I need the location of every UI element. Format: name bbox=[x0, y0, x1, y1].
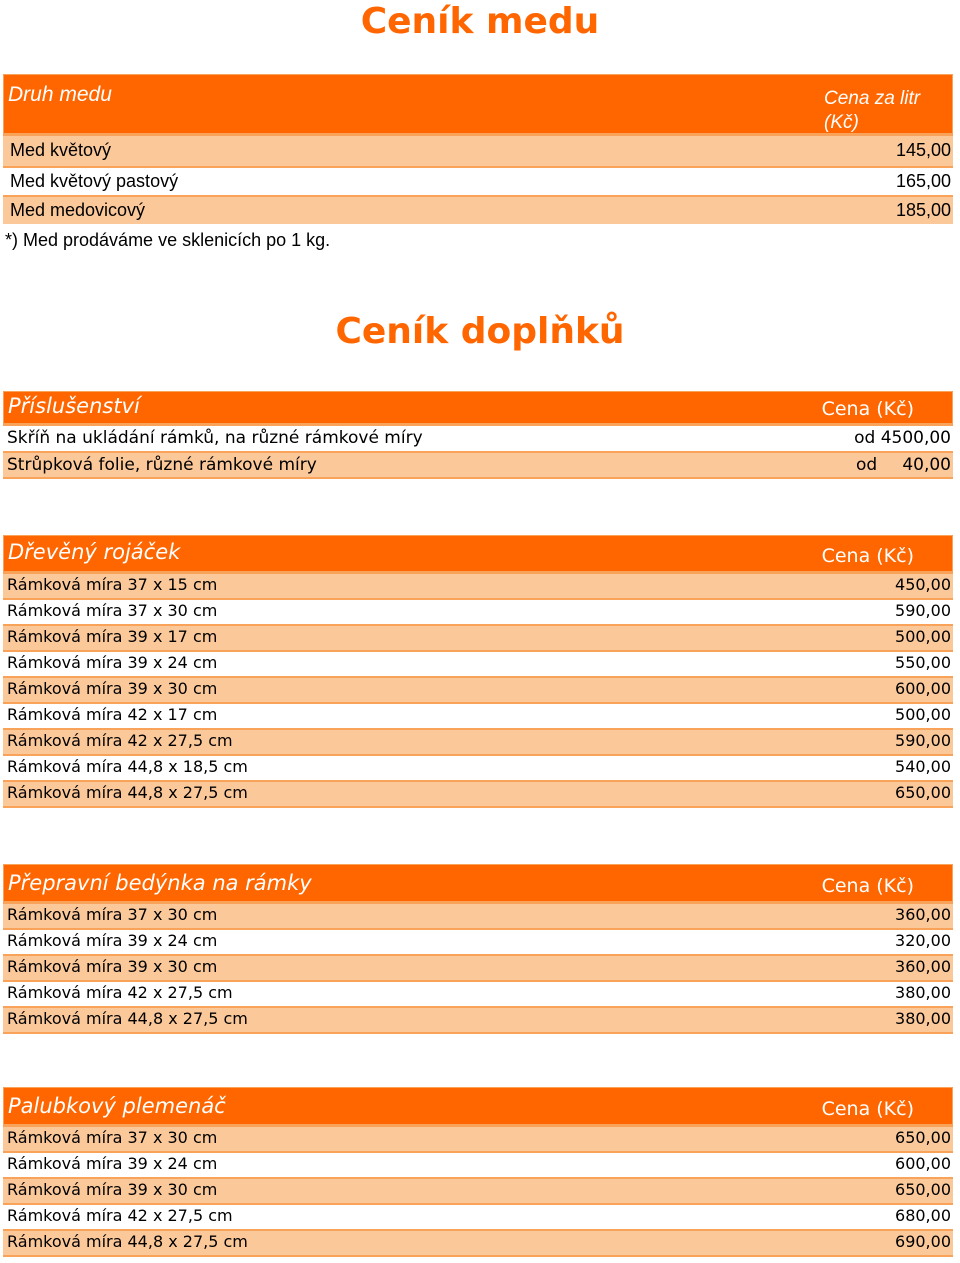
rojacek-header: Dřevěný rojáček Cena (Kč) bbox=[3, 535, 953, 572]
rojacek-row: Rámková míra 42 x 27,5 cm 590,00 bbox=[3, 728, 953, 754]
rojacek-row: Rámková míra 37 x 15 cm 450,00 bbox=[3, 572, 953, 598]
plemenac-row: Rámková míra 39 x 30 cm 650,00 bbox=[3, 1177, 953, 1203]
bedynka-row: Rámková míra 44,8 x 27,5 cm 380,00 bbox=[3, 1006, 953, 1034]
plemenac-table bbox=[3, 1087, 953, 1257]
rojacek-row: Rámková míra 37 x 30 cm 590,00 bbox=[3, 598, 953, 624]
rojacek-table bbox=[3, 535, 953, 808]
rojacek-row: Rámková míra 39 x 30 cm 600,00 bbox=[3, 676, 953, 702]
rojacek-row: Rámková míra 44,8 x 18,5 cm 540,00 bbox=[3, 754, 953, 780]
accessories-header: Příslušenství Cena (Kč) bbox=[3, 391, 953, 424]
honey-row: Med květový pastový 165,00 bbox=[3, 166, 953, 195]
bedynka-row: Rámková míra 42 x 27,5 cm 380,00 bbox=[3, 980, 953, 1006]
plemenac-header: Palubkový plemenáč Cena (Kč) bbox=[3, 1087, 953, 1125]
rojacek-row: Rámková míra 39 x 24 cm 550,00 bbox=[3, 650, 953, 676]
bedynka-header: Přepravní bedýnka na rámky Cena (Kč) bbox=[3, 864, 953, 902]
plemenac-row: Rámková míra 39 x 24 cm 600,00 bbox=[3, 1151, 953, 1177]
plemenac-row: Rámková míra 42 x 27,5 cm 680,00 bbox=[3, 1203, 953, 1229]
accessories-row: Strůpková folie, různé rámkové míry od 40,00 bbox=[3, 451, 953, 479]
addons-title: Ceník doplňků bbox=[335, 311, 625, 352]
honey-row: Med květový 145,00 bbox=[3, 134, 953, 166]
plemenac-row: Rámková míra 37 x 30 cm 650,00 bbox=[3, 1125, 953, 1151]
bedynka-row: Rámková míra 39 x 24 cm 320,00 bbox=[3, 928, 953, 954]
honey-header bbox=[3, 74, 953, 134]
rojacek-row: Rámková míra 44,8 x 27,5 cm 650,00 bbox=[3, 780, 953, 808]
rojacek-row: Rámková míra 42 x 17 cm 500,00 bbox=[3, 702, 953, 728]
honey-row: Med medovicový 185,00 bbox=[3, 195, 953, 224]
accessories-row: Skříň na ukládání rámků, na různé rámkové míry od 4500,00 bbox=[3, 424, 953, 451]
honey-table bbox=[3, 74, 953, 224]
honey-note: *) Med prodáváme ve sklenicích po 1 kg. bbox=[5, 230, 331, 250]
accessories-table bbox=[3, 391, 953, 479]
rojacek-row: Rámková míra 39 x 17 cm 500,00 bbox=[3, 624, 953, 650]
bedynka-row: Rámková míra 39 x 30 cm 360,00 bbox=[3, 954, 953, 980]
bedynka-row: Rámková míra 37 x 30 cm 360,00 bbox=[3, 902, 953, 928]
honey-header-type: Druh medu bbox=[8, 83, 112, 106]
plemenac-row: Rámková míra 44,8 x 27,5 cm 690,00 bbox=[3, 1229, 953, 1257]
honey-header-price: Cena za litr (Kč) bbox=[824, 88, 921, 133]
bedynka-table bbox=[3, 864, 953, 1034]
honey-title: Ceník medu bbox=[360, 1, 600, 42]
